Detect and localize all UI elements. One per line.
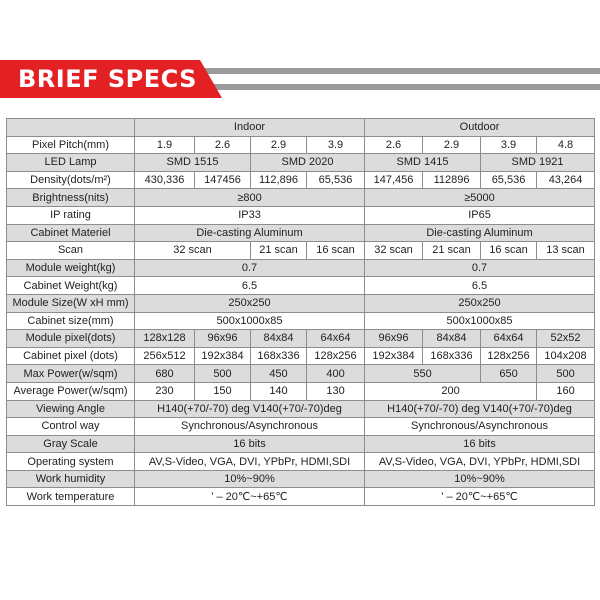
header-indoor: Indoor — [135, 119, 365, 137]
row-cabinet-pixel — [7, 347, 595, 365]
indoor-cell: 128x256 — [307, 347, 365, 365]
row-label: LED Lamp — [7, 154, 135, 172]
outdoor-cell: 147,456 — [365, 171, 423, 189]
row-ip-rating — [7, 206, 595, 224]
indoor-cell: 3.9 — [307, 136, 365, 154]
outdoor-cell: Synchronous/Asynchronous — [365, 418, 595, 436]
outdoor-cell: 64x64 — [481, 330, 537, 348]
row-brightness — [7, 189, 595, 207]
outdoor-cell: Die-casting Aluminum — [365, 224, 595, 242]
specs-table — [6, 118, 595, 506]
row-label: Cabinet size(mm) — [7, 312, 135, 330]
indoor-cell: 112,896 — [251, 171, 307, 189]
row-module-weight — [7, 259, 595, 277]
outdoor-cell: 10%~90% — [365, 470, 595, 488]
table-header-row — [7, 119, 595, 137]
indoor-cell: 128x128 — [135, 330, 195, 348]
outdoor-cell: 500 — [537, 365, 595, 383]
row-label: Average Power(w/sqm) — [7, 382, 135, 400]
indoor-cell: 450 — [251, 365, 307, 383]
banner-title: BRIEF SPECS — [18, 65, 197, 93]
outdoor-cell: 84x84 — [423, 330, 481, 348]
outdoor-cell: 21 scan — [423, 242, 481, 260]
outdoor-cell: 650 — [481, 365, 537, 383]
row-max-power — [7, 365, 595, 383]
row-label: Module pixel(dots) — [7, 330, 135, 348]
indoor-cell: 130 — [307, 382, 365, 400]
indoor-cell: 256x512 — [135, 347, 195, 365]
row-cabinet-weight — [7, 277, 595, 295]
outdoor-cell: SMD 1921 — [481, 154, 595, 172]
brief-specs-banner — [0, 60, 600, 98]
header-outdoor: Outdoor — [365, 119, 595, 137]
row-density — [7, 171, 595, 189]
indoor-cell: 16 bits — [135, 435, 365, 453]
indoor-cell: 16 scan — [307, 242, 365, 260]
indoor-cell: SMD 2020 — [251, 154, 365, 172]
outdoor-cell: 16 scan — [481, 242, 537, 260]
row-label: Density(dots/m²) — [7, 171, 135, 189]
row-led-lamp — [7, 154, 595, 172]
indoor-cell: 140 — [251, 382, 307, 400]
outdoor-cell: 168x336 — [423, 347, 481, 365]
outdoor-cell: 200 — [365, 382, 537, 400]
outdoor-cell: 43,264 — [537, 171, 595, 189]
row-label: Cabinet Materiel — [7, 224, 135, 242]
outdoor-cell: AV,S-Video, VGA, DVI, YPbPr, HDMI,SDI — [365, 453, 595, 471]
indoor-cell: 150 — [195, 382, 251, 400]
row-label: Gray Scale — [7, 435, 135, 453]
banner-stripe-bottom — [197, 84, 600, 90]
row-control-way — [7, 418, 595, 436]
outdoor-cell: 160 — [537, 382, 595, 400]
outdoor-cell: 104x208 — [537, 347, 595, 365]
indoor-cell: 0.7 — [135, 259, 365, 277]
outdoor-cell: 16 bits — [365, 435, 595, 453]
indoor-cell: 192x384 — [195, 347, 251, 365]
outdoor-cell: 550 — [365, 365, 481, 383]
row-label: Viewing Angle — [7, 400, 135, 418]
indoor-cell: 500 — [195, 365, 251, 383]
indoor-cell: 84x84 — [251, 330, 307, 348]
indoor-cell: 2.9 — [251, 136, 307, 154]
row-operating-system — [7, 453, 595, 471]
indoor-cell: 230 — [135, 382, 195, 400]
indoor-cell: AV,S-Video, VGA, DVI, YPbPr, HDMI,SDI — [135, 453, 365, 471]
indoor-cell: 6.5 — [135, 277, 365, 295]
row-label: Work temperature — [7, 488, 135, 506]
header-blank — [7, 119, 135, 137]
outdoor-cell: 250x250 — [365, 294, 595, 312]
indoor-cell: 65,536 — [307, 171, 365, 189]
indoor-cell: 1.9 — [135, 136, 195, 154]
row-pixel-pitch — [7, 136, 595, 154]
indoor-cell: SMD 1515 — [135, 154, 251, 172]
row-module-pixel — [7, 330, 595, 348]
banner-stripe-top — [188, 68, 600, 74]
row-viewing-angle — [7, 400, 595, 418]
indoor-cell: 147456 — [195, 171, 251, 189]
row-module-size — [7, 294, 595, 312]
row-gray-scale — [7, 435, 595, 453]
indoor-cell: Die-casting Aluminum — [135, 224, 365, 242]
outdoor-cell: 32 scan — [365, 242, 423, 260]
row-cabinet-materiel — [7, 224, 595, 242]
row-label: Cabinet Weight(kg) — [7, 277, 135, 295]
indoor-cell: IP33 — [135, 206, 365, 224]
row-label: Work humidity — [7, 470, 135, 488]
row-label: Module Size(W xH mm) — [7, 294, 135, 312]
indoor-cell: Synchronous/Asynchronous — [135, 418, 365, 436]
indoor-cell: ' – 20℃~+65℃ — [135, 488, 365, 506]
indoor-cell: 10%~90% — [135, 470, 365, 488]
outdoor-cell: ' – 20℃~+65℃ — [365, 488, 595, 506]
indoor-cell: ≥800 — [135, 189, 365, 207]
outdoor-cell: 0.7 — [365, 259, 595, 277]
outdoor-cell: 6.5 — [365, 277, 595, 295]
row-label: Operating system — [7, 453, 135, 471]
row-label: Module weight(kg) — [7, 259, 135, 277]
indoor-cell: 400 — [307, 365, 365, 383]
row-work-humidity — [7, 470, 595, 488]
row-label: Pixel Pitch(mm) — [7, 136, 135, 154]
indoor-cell: 430,336 — [135, 171, 195, 189]
outdoor-cell: IP65 — [365, 206, 595, 224]
outdoor-cell: 192x384 — [365, 347, 423, 365]
indoor-cell: 64x64 — [307, 330, 365, 348]
row-label: Scan — [7, 242, 135, 260]
indoor-cell: 680 — [135, 365, 195, 383]
indoor-cell: 32 scan — [135, 242, 251, 260]
indoor-cell: H140(+70/-70) deg V140(+70/-70)deg — [135, 400, 365, 418]
indoor-cell: 250x250 — [135, 294, 365, 312]
row-label: Max Power(w/sqm) — [7, 365, 135, 383]
outdoor-cell: H140(+70/-70) deg V140(+70/-70)deg — [365, 400, 595, 418]
outdoor-cell: 52x52 — [537, 330, 595, 348]
outdoor-cell: 500x1000x85 — [365, 312, 595, 330]
outdoor-cell: 2.6 — [365, 136, 423, 154]
outdoor-cell: 96x96 — [365, 330, 423, 348]
outdoor-cell: SMD 1415 — [365, 154, 481, 172]
indoor-cell: 21 scan — [251, 242, 307, 260]
row-label: Cabinet pixel (dots) — [7, 347, 135, 365]
row-work-temperature — [7, 488, 595, 506]
row-average-power — [7, 382, 595, 400]
outdoor-cell: 65,536 — [481, 171, 537, 189]
outdoor-cell: 13 scan — [537, 242, 595, 260]
row-scan — [7, 242, 595, 260]
indoor-cell: 96x96 — [195, 330, 251, 348]
row-label: Brightness(nits) — [7, 189, 135, 207]
row-label: Control way — [7, 418, 135, 436]
outdoor-cell: 128x256 — [481, 347, 537, 365]
outdoor-cell: 112896 — [423, 171, 481, 189]
outdoor-cell: 4.8 — [537, 136, 595, 154]
indoor-cell: 168x336 — [251, 347, 307, 365]
row-label: IP rating — [7, 206, 135, 224]
indoor-cell: 500x1000x85 — [135, 312, 365, 330]
indoor-cell: 2.6 — [195, 136, 251, 154]
outdoor-cell: 2.9 — [423, 136, 481, 154]
outdoor-cell: ≥5000 — [365, 189, 595, 207]
outdoor-cell: 3.9 — [481, 136, 537, 154]
row-cabinet-size — [7, 312, 595, 330]
